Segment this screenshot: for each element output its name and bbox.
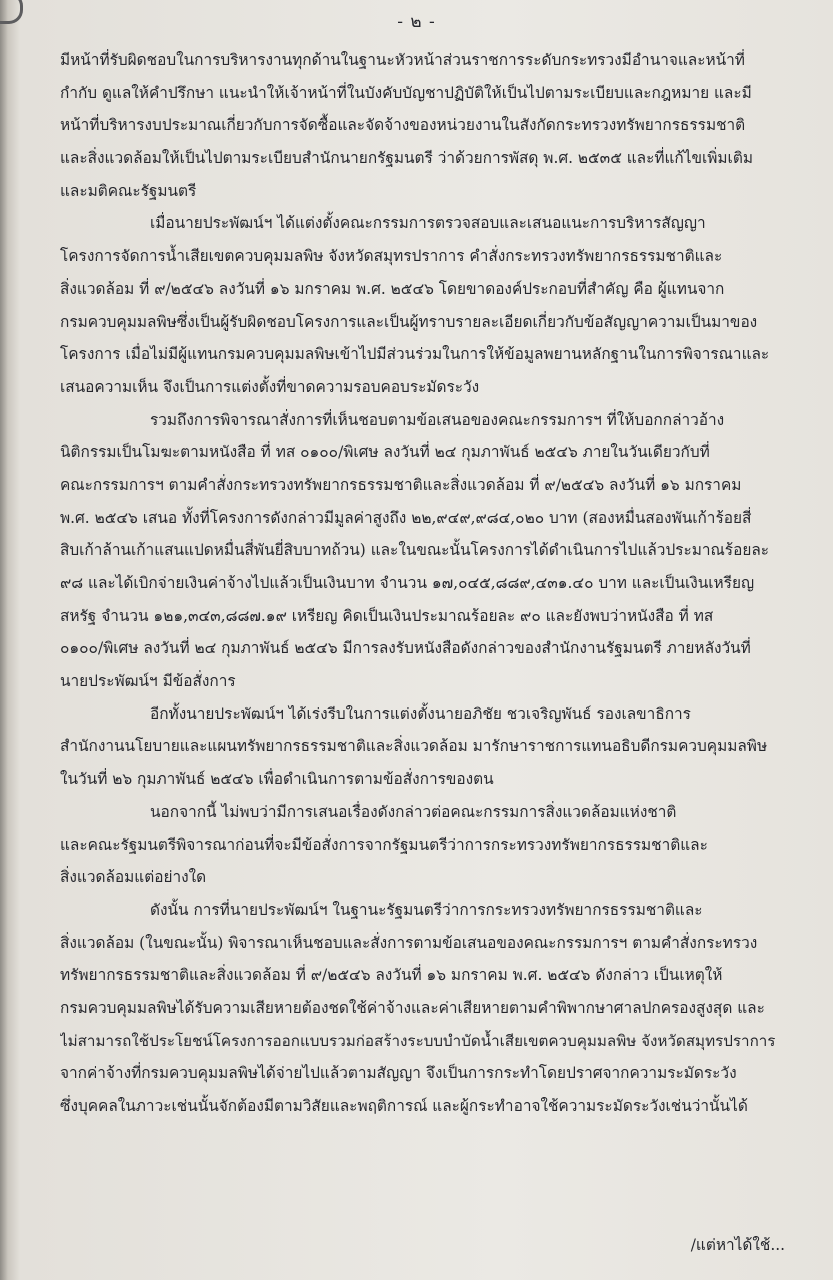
text-line: กำกับ ดูแลให้คำปรึกษา แนะนำให้เจ้าหน้าที่ในบังคับบัญชาปฏิบัติให้เป็นไปตามระเบียบและกฎหมาย และมี bbox=[60, 83, 752, 102]
text-line: สำนักงานนโยบายและแผนทรัพยากรธรรมชาติและสิ่งแวดล้อม มารักษาราชการแทนอธิบดีกรมควบคุมมลพิษ bbox=[60, 737, 768, 756]
paragraph-first-line: รวมถึงการพิจารณาสั่งการที่เห็นชอบตามข้อเสนอของคณะกรรมการฯ ที่ให้บอกกล่าวอ้าง bbox=[150, 410, 725, 429]
text-line: มีหน้าที่รับผิดชอบในการบริหารงานทุกด้านในฐานะหัวหน้าส่วนราชการระดับกระทรวงมีอำนาจและหน้าที่ bbox=[60, 51, 745, 69]
text-line: คณะกรรมการฯ ตามคำสั่งกระทรวงทรัพยากรธรรมชาติและสิ่งแวดล้อม ที่ ๙/๒๕๔๖ ลงวันที่ ๑๖ มกราคม bbox=[60, 475, 742, 494]
text-line: นายประพัฒน์ฯ มีข้อสั่งการ bbox=[60, 672, 236, 691]
text-line: กรมควบคุมมลพิษได้รับความเสียหายต้องชดใช้ค่าจ้างและค่าเสียหายตามคำพิพากษาศาลปกครองสูงสุด และ bbox=[60, 998, 765, 1017]
text-line: สิบเก้าล้านเก้าแสนแปดหมื่นสี่พันยี่สิบบาทถ้วน) และในขณะนั้นโครงการได้ดำเนินการไปแล้วประมาณร้อยละ bbox=[60, 541, 770, 560]
text-line: พ.ศ. ๒๕๔๖ เสนอ ทั้งที่โครงการดังกล่าวมีมูลค่าสูงถึง ๒๒,๙๔๙,๙๘๔,๐๒๐ บาท (สองหมื่นสองพันเก้าร้อยสี่ bbox=[60, 508, 752, 527]
text-line: สิ่งแวดล้อม (ในขณะนั้น) พิจารณาเห็นชอบและสั่งการตามข้อเสนอของคณะกรรมการฯ ตามคำสั่งกระทรวง bbox=[60, 933, 758, 952]
text-line: และคณะรัฐมนตรีพิจารณาก่อนที่จะมีข้อสั่งการจากรัฐมนตรีว่าการกระทรวงทรัพยากรธรรมชาติและ bbox=[60, 835, 708, 854]
page-number: - ๒ - bbox=[397, 12, 436, 32]
continuation-footer: /แต่หาได้ใช้... bbox=[690, 1236, 785, 1254]
document-body bbox=[60, 44, 778, 1123]
paragraph-first-line: นอกจากนี้ ไม่พบว่ามีการเสนอเรื่องดังกล่าวต่อคณะกรรมการสิ่งแวดล้อมแห่งชาติ bbox=[150, 802, 677, 821]
text-line: สิ่งแวดล้อมแต่อย่างใด bbox=[60, 868, 207, 887]
paragraph-first-line: ดังนั้น การที่นายประพัฒน์ฯ ในฐานะรัฐมนตรีว่าการกระทรวงทรัพยากรธรรมชาติและ bbox=[150, 900, 703, 919]
text-line: และมติคณะรัฐมนตรี bbox=[60, 181, 197, 200]
text-line: เสนอความเห็น จึงเป็นการแต่งตั้งที่ขาดความรอบคอบระมัดระวัง bbox=[60, 377, 480, 396]
text-line: โครงการจัดการน้ำเสียเขตควบคุมมลพิษ จังหวัดสมุทรปราการ คำสั่งกระทรวงทรัพยากรธรรมชาติและ bbox=[60, 247, 723, 266]
text-line: ซึ่งบุคคลในภาวะเช่นนั้นจักต้องมีตามวิสัยและพฤติการณ์ และผู้กระทำอาจใช้ความระมัดระวังเช่นว่านั้นได้ bbox=[60, 1097, 748, 1115]
text-line: ในวันที่ ๒๖ กุมภาพันธ์ ๒๕๔๖ เพื่อดำเนินการตามข้อสั่งการของตน bbox=[60, 770, 494, 789]
text-line: สิ่งแวดล้อม ที่ ๙/๒๕๔๖ ลงวันที่ ๑๖ มกราคม พ.ศ. ๒๕๔๖ โดยขาดองค์ประกอบที่สำคัญ คือ ผู้แทนจาก bbox=[60, 279, 725, 298]
paragraph-first-line: เมื่อนายประพัฒน์ฯ ได้แต่งตั้งคณะกรรมการตรวจสอบและเสนอแนะการบริหารสัญญา bbox=[150, 214, 706, 233]
text-line: และสิ่งแวดล้อมให้เป็นไปตามระเบียบสำนักนายกรัฐมนตรี ว่าด้วยการพัสดุ พ.ศ. ๒๕๓๕ และที่แก้ไขเพิ่มเติม bbox=[60, 149, 753, 168]
text-line: จากค่าจ้างที่กรมควบคุมมลพิษได้จ่ายไปแล้วตามสัญญา จึงเป็นการกระทำโดยปราศจากความระมัดระวัง bbox=[60, 1064, 737, 1083]
paragraph-first-line: อีกทั้งนายประพัฒน์ฯ ได้เร่งรีบในการแต่งตั้งนายอภิชัย ชวเจริญพันธ์ รองเลขาธิการ bbox=[150, 704, 691, 723]
text-line: ทรัพยากรธรรมชาติและสิ่งแวดล้อม ที่ ๙/๒๕๔๖ ลงวันที่ ๑๖ มกราคม พ.ศ. ๒๕๔๖ ดังกล่าว เป็นเหตุให้ bbox=[60, 966, 723, 985]
text-line: ไม่สามารถใช้ประโยชน์โครงการออกแบบรวมก่อสร้างระบบบำบัดน้ำเสียเขตควบคุมมลพิษ จังหวัดสมุทรปราการ bbox=[60, 1031, 776, 1050]
text-line: กรมควบคุมมลพิษซึ่งเป็นผู้รับผิดชอบโครงการและเป็นผู้ทราบรายละเอียดเกี่ยวกับข้อสัญญาความเป็นมาของ bbox=[60, 312, 758, 331]
text-line: นิติกรรมเป็นโมฆะตามหนังสือ ที่ ทส ๐๑๐๐/พิเศษ ลงวันที่ ๒๔ กุมภาพันธ์ ๒๕๔๖ ภายในวันเดียวกับที่ bbox=[60, 443, 710, 462]
text-line: สหรัฐ จำนวน ๑๒๑,๓๔๓,๘๘๗.๑๙ เหรียญ คิดเป็นเงินประมาณร้อยละ ๙๐ และยังพบว่าหนังสือ ที่ ทส bbox=[60, 606, 714, 625]
text-line: โครงการ เมื่อไม่มีผู้แทนกรมควบคุมมลพิษเข้าไปมีส่วนร่วมในการให้ข้อมูลพยานหลักฐานในการพิจารณาและ bbox=[60, 345, 770, 364]
text-line: ๙๘ และได้เบิกจ่ายเงินค่าจ้างไปแล้วเป็นเงินบาท จำนวน ๑๗,๐๔๕,๘๘๙,๔๓๑.๔๐ บาท และเป็นเงินเหรียญ bbox=[60, 574, 755, 592]
text-line: หน้าที่บริหารงบประมาณเกี่ยวกับการจัดซื้อและจัดจ้างของหน่วยงานในสังกัดกระทรวงทรัพยากรธรรมชาติ bbox=[60, 116, 746, 135]
text-line: ๐๑๐๐/พิเศษ ลงวันที่ ๒๔ กุมภาพันธ์ ๒๕๔๖ มีการลงรับหนังสือดังกล่าวของสำนักงานรัฐมนตรี ภายหลังวันที่ bbox=[60, 639, 751, 658]
